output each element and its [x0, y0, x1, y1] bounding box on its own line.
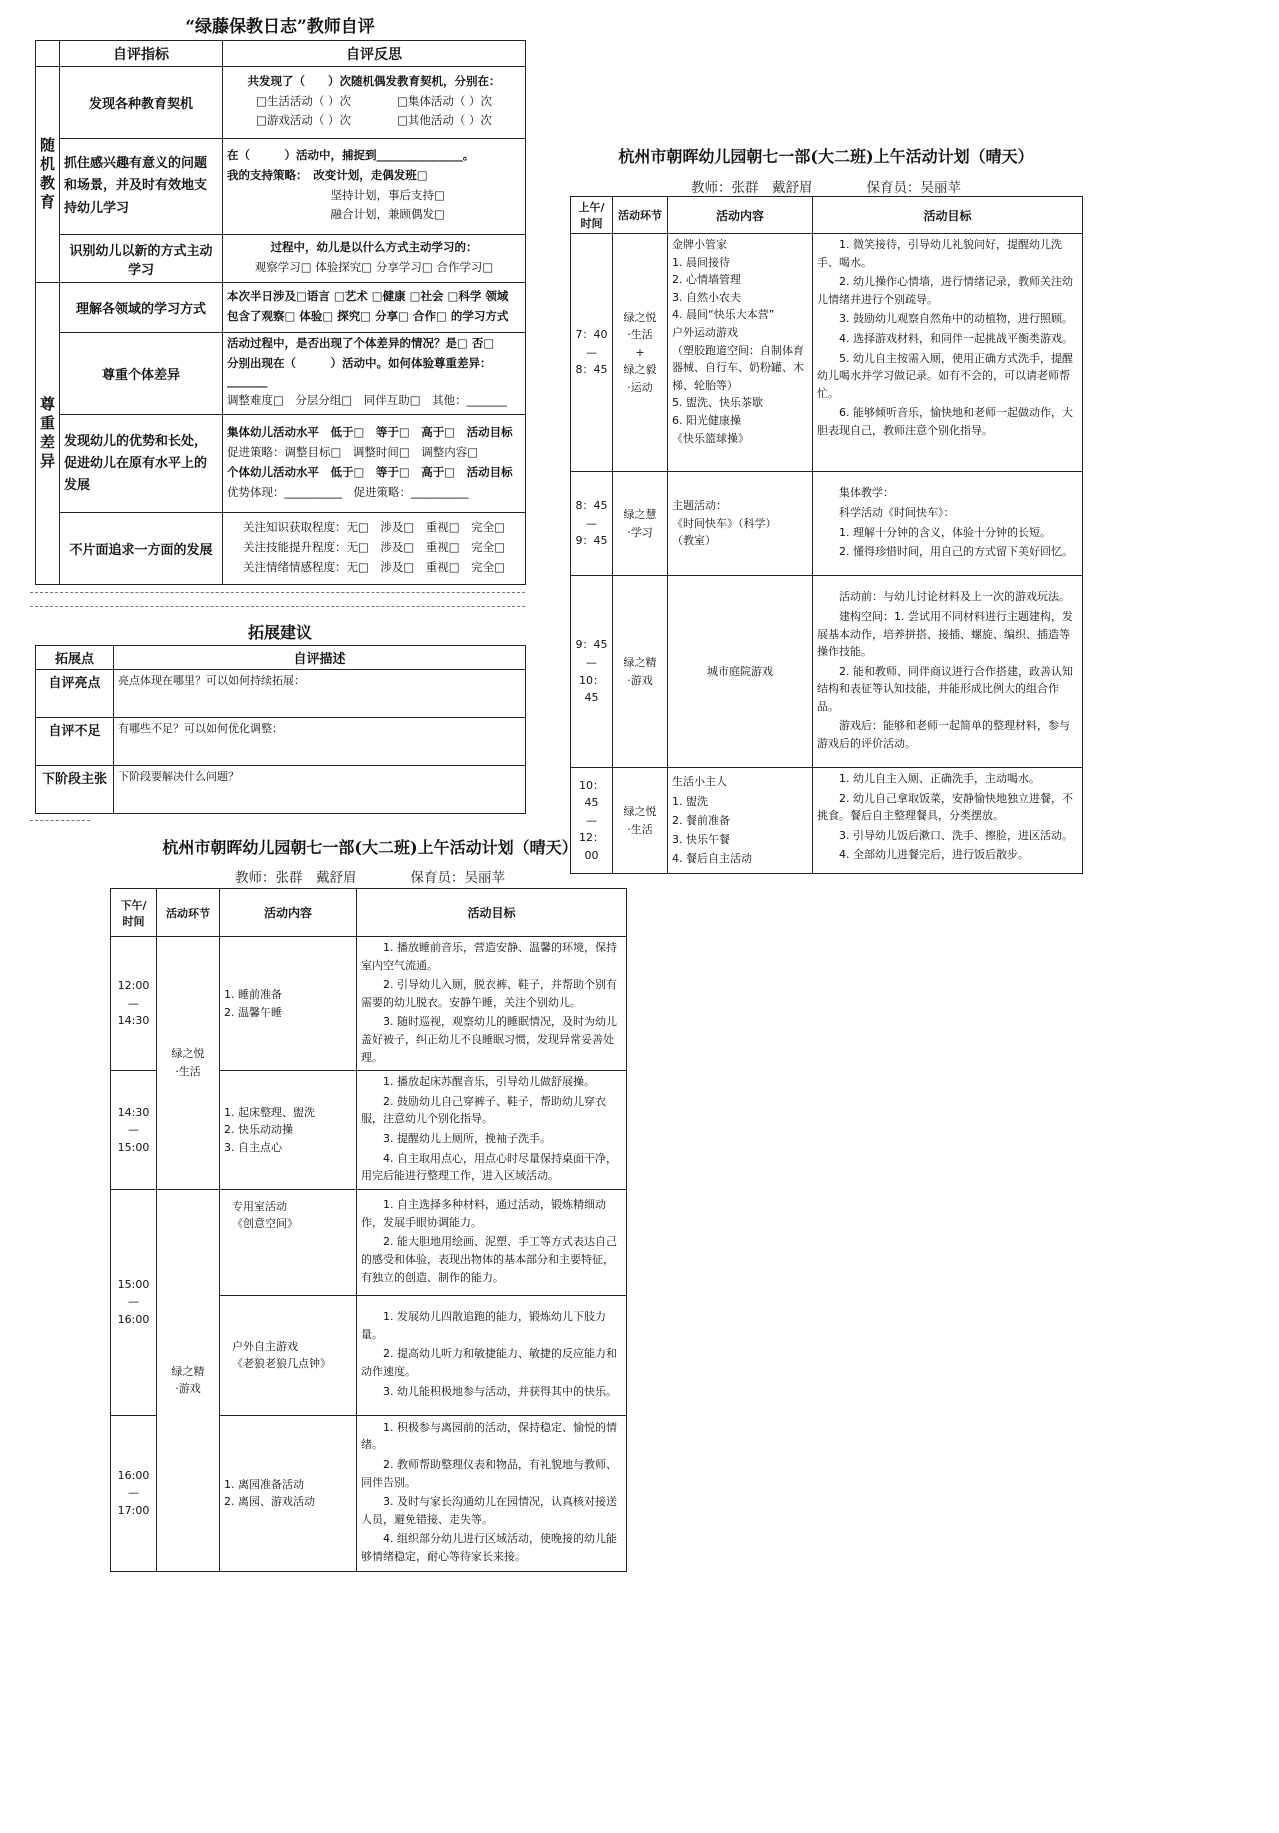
expand-title: 拓展建议	[247, 623, 312, 642]
indicator: 尊重个体差异	[60, 333, 223, 415]
am-plan-table	[570, 196, 1083, 874]
time-cell: 7：40 — 8：45	[571, 234, 613, 472]
group-label-respect: 尊重差异	[38, 395, 56, 472]
reflection: 共发现了（ ）次随机偶发教育契机，分别在： □生活活动（ ）次 □集体活动（ ）次 □游戏活动（ ）次 □其他活动（ ）次	[223, 67, 526, 139]
content-cell: 户外自主游戏 《老狼老狼几点钟》	[220, 1295, 357, 1415]
col-goals: 活动目标	[357, 889, 627, 937]
self-eval-title: “绿藤保教日志”教师自评	[185, 17, 375, 37]
expand-desc: 有哪些不足？可以如何优化调整：	[114, 718, 526, 766]
content-cell: 1. 睡前准备 2. 温馨午睡	[220, 937, 357, 1071]
content-cell: 城市庭院游戏	[668, 576, 813, 768]
goals-cell: 活动前：与幼儿讨论材料及上一次的游戏玩法。 建构空间：1. 尝试用不同材料进行主题建构，发展基本动作，培养拼搭、接插、螺旋、编织、插造等操作技能。 2. 能和教师、同伴商议进行合作搭建，政善认知结构和表征等认知技能，并能形成比例大的组合作品。 游戏后：能够和老师一起简单的整理材料，参与游戏后的评价活动。	[813, 576, 1083, 768]
col-desc: 自评描述	[114, 646, 526, 670]
col-point: 拓展点	[36, 646, 114, 670]
group-label-random: 随机教育	[38, 136, 56, 213]
reflection: 过程中，幼儿是以什么方式主动学习的： 观察学习□ 体验探究□ 分享学习□ 合作学习□	[223, 235, 526, 283]
divider	[30, 606, 525, 607]
goals-cell: 1. 播放起床苏醒音乐，引导幼儿做舒展操。 2. 鼓励幼儿自己穿裤子、鞋子，帮助幼儿穿衣服，注意幼儿个别化指导。 3. 提醒幼儿上厕所，挽袖子洗手。 4. 自主取用点心，用点心时尽量保持桌面干净，用完后能进行整理工作，进入区域活动。	[357, 1071, 627, 1190]
indicator: 识别幼儿以新的方式主动学习	[60, 235, 223, 283]
col-time: 下午/时间	[111, 889, 157, 937]
indicator: 发现幼儿的优势和长处，促进幼儿在原有水平上的发展	[60, 415, 223, 513]
time-cell: 10：45 — 12：00	[571, 768, 613, 874]
col-content: 活动内容	[220, 889, 357, 937]
segment-cell: 绿之悦 ·生活	[157, 937, 220, 1190]
time-cell: 16:00 — 17:00	[111, 1415, 157, 1571]
expand-table	[35, 645, 526, 814]
goals-cell: 1. 微笑接待，引导幼儿礼貌问好，提醒幼儿洗手、喝水。 2. 幼儿操作心情墙，进行情绪记录，教师关注幼儿情绪并进行个别疏导。 3. 鼓励幼儿观察自然角中的动植物，进行照顾。 4. 选择游戏材料，和同伴一起挑战平衡类游戏。 5. 幼儿自主按需入厕，使用正确方式洗手，提醒幼儿喝水并学习做记录。如有不会的，可以请老师帮忙。 6. 能够倾听音乐，愉快地和老师一起做动作，大胆表现自己，教师注意个别化指导。	[813, 234, 1083, 472]
indicator: 抓住感兴趣有意义的问题和场景，并及时有效地支持幼儿学习	[60, 139, 223, 235]
goals-cell: 1. 发展幼儿四散追跑的能力，锻炼幼儿下肢力量。 2. 提高幼儿听力和敏捷能力、敏捷的反应能力和动作速度。 3. 幼儿能积极地参与活动，并获得其中的快乐。	[357, 1295, 627, 1415]
expand-point: 下阶段主张	[36, 766, 114, 814]
content-cell: 专用室活动 《创意空间》	[220, 1189, 357, 1295]
segment-cell: 绿之精 ·游戏	[613, 576, 668, 768]
time-cell: 15:00 — 16:00	[111, 1189, 157, 1415]
expand-desc: 亮点体现在哪里？可以如何持续拓展：	[114, 670, 526, 718]
goals-cell: 1. 积极参与离园前的活动，保持稳定、愉悦的情绪。 2. 教师帮助整理仪表和物品，有礼貌地与教师、同伴告别。 3. 及时与家长沟通幼儿在园情况，认真核对接送人员，避免错接、走失等。 4. 组织部分幼儿进行区域活动，使晚接的幼儿能够情绪稳定，耐心等待家长来接。	[357, 1415, 627, 1571]
col-indicator: 自评指标	[60, 41, 223, 67]
indicator: 发现各种教育契机	[60, 67, 223, 139]
time-cell: 12:00 — 14:30	[111, 937, 157, 1071]
pm-plan-title: 杭州市朝晖幼儿园朝七一部(大二班)上午活动计划（晴天）	[162, 838, 578, 857]
content-cell: 主题活动： 《时间快车》（科学） （教室）	[668, 472, 813, 576]
pm-plan-table	[110, 888, 627, 1572]
am-plan-staff: 教师：张群 戴舒眉 保育员：吴丽苹	[691, 180, 961, 196]
col-goals: 活动目标	[813, 197, 1083, 234]
col-time: 上午/时间	[571, 197, 613, 234]
indicator: 不片面追求一方面的发展	[60, 513, 223, 585]
col-content: 活动内容	[668, 197, 813, 234]
expand-point: 自评亮点	[36, 670, 114, 718]
goals-cell: 集体教学： 科学活动《时间快车》： 1. 理解十分钟的含义，体验十分钟的长短。 2. 懂得珍惜时间，用自己的方式留下美好回忆。	[813, 472, 1083, 576]
time-cell: 8：45 — 9：45	[571, 472, 613, 576]
goals-cell: 1. 自主选择多种材料，通过活动，锻炼精细动作，发展手眼协调能力。 2. 能大胆地用绘画、泥塑、手工等方式表达自己的感受和体验，表现出物体的基本部分和主要特征，有独立的创造、制作的能力。	[357, 1189, 627, 1295]
segment-cell: 绿之悦 ·生活 + 绿之毅 ·运动	[613, 234, 668, 472]
reflection: 在（ ）活动中，捕捉到_______________。 我的支持策略： 改变计划，走偶发班□ 坚持计划，事后支持□ 融合计划，兼顾偶发□	[223, 139, 526, 235]
indicator: 理解各领域的学习方式	[60, 283, 223, 333]
col-segment: 活动环节	[613, 197, 668, 234]
divider	[30, 592, 525, 593]
self-eval-table	[35, 40, 526, 585]
col-reflection: 自评反思	[223, 41, 526, 67]
content-cell: 1. 起床整理、盥洗 2. 快乐动动操 3. 自主点心	[220, 1071, 357, 1190]
content-cell: 1. 离园准备活动 2. 离园、游戏活动	[220, 1415, 357, 1571]
reflection: 活动过程中，是否出现了个体差异的情况？是□ 否□ 分别出现在（ ）活动中。如何体验尊重差异：_______ 调整难度□ 分层分组□ 同伴互助□ 其他：_______	[223, 333, 526, 415]
pm-plan-staff: 教师：张群 戴舒眉 保育员：吴丽苹	[235, 870, 505, 886]
content-cell: 生活小主人 1. 盥洗 2. 餐前准备 3. 快乐午餐 4. 餐后自主活动	[668, 768, 813, 874]
time-cell: 14:30 — 15:00	[111, 1071, 157, 1190]
goals-cell: 1. 幼儿自主入厕、正确洗手，主动喝水。 2. 幼儿自己拿取饭菜，安静愉快地独立进餐，不挑食。餐后自主整理餐具，分类摆放。 3. 引导幼儿饭后漱口、洗手、擦脸，进区活动。 4. 全部幼儿进餐完后，进行饭后散步。	[813, 768, 1083, 874]
time-cell: 9：45 — 10：45	[571, 576, 613, 768]
expand-point: 自评不足	[36, 718, 114, 766]
expand-desc: 下阶段要解决什么问题？	[114, 766, 526, 814]
reflection: 集体幼儿活动水平 低于□ 等于□ 高于□ 活动目标 促进策略：调整目标□ 调整时间□ 调整内容□ 个体幼儿活动水平 低于□ 等于□ 高于□ 活动目标 优势体现：__________ 促进策略：__________	[223, 415, 526, 513]
divider	[30, 820, 90, 821]
goals-cell: 1. 播放睡前音乐，营造安静、温馨的环境，保持室内空气流通。 2. 引导幼儿入厕，脱衣裤、鞋子，并帮助个别有需要的幼儿脱衣。安静午睡，关注个别幼儿。 3. 随时巡视，观察幼儿的睡眠情况，及时为幼儿盖好被子，纠正幼儿不良睡眠习惯，发现异常妥善处理。	[357, 937, 627, 1071]
reflection: 本次半日涉及□语言 □艺术 □健康 □社会 □科学 领域 包含了观察□ 体验□ 探究□ 分享□ 合作□ 的学习方式	[223, 283, 526, 333]
col-segment: 活动环节	[157, 889, 220, 937]
content-cell: 金牌小管家 1. 晨间接待 2. 心情墙管理 3. 自然小农夫 4. 晨间“快乐大本营” 户外运动游戏 （塑胶跑道空间：自制体育器械、自行车、奶粉罐、木梯、轮胎等） 5. 盥洗、快乐茶歇 6. 阳光健康操 《快乐篮球操》	[668, 234, 813, 472]
segment-cell: 绿之悦 ·生活	[613, 768, 668, 874]
reflection: 关注知识获取程度：无□ 涉及□ 重视□ 完全□ 关注技能提升程度：无□ 涉及□ 重视□ 完全□ 关注情绪情感程度：无□ 涉及□ 重视□ 完全□	[223, 513, 526, 585]
segment-cell: 绿之精 ·游戏	[157, 1189, 220, 1571]
am-plan-title: 杭州市朝晖幼儿园朝七一部(大二班)上午活动计划（晴天）	[618, 147, 1034, 166]
segment-cell: 绿之慧 ·学习	[613, 472, 668, 576]
